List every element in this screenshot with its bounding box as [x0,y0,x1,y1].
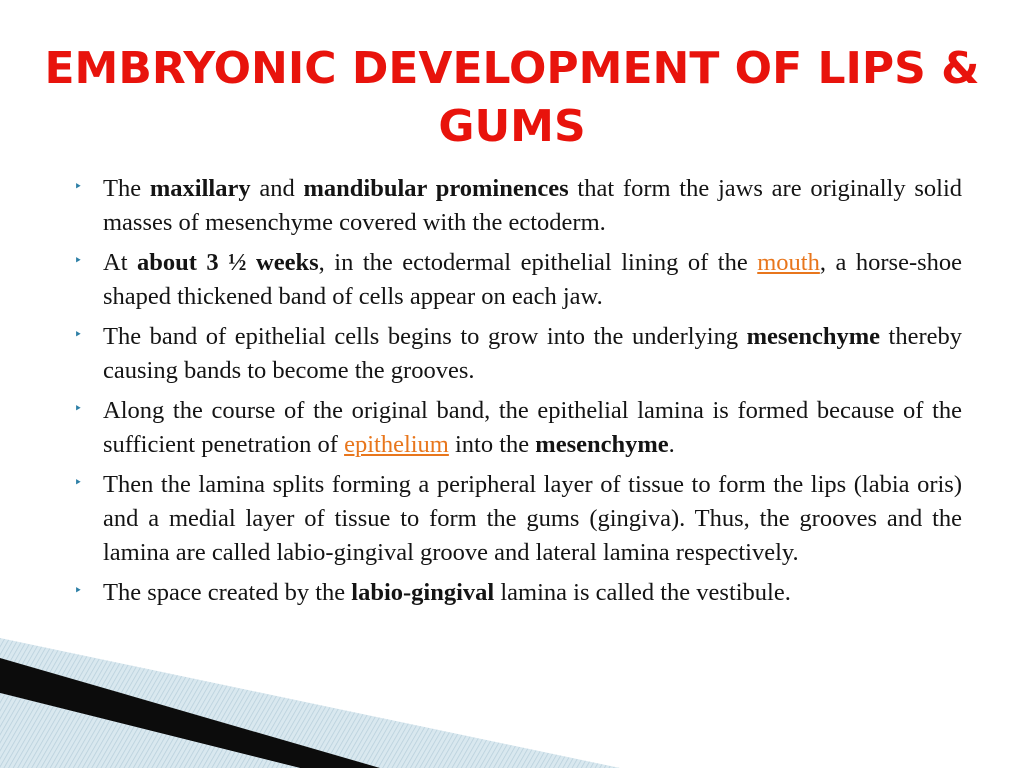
bullet-text [103,172,962,240]
bullet-item [70,394,962,462]
text-segment: , in the ectodermal epithelial lining of the [318,249,758,276]
text-segment: into the [448,431,536,458]
bullet-arrow-icon: ‣ [74,401,83,417]
bullet-text [103,468,962,570]
text-segment: and [250,175,304,202]
bold-term: mesenchyme [746,323,880,350]
text-segment: lamina is called the vestibule. [494,579,791,606]
bullet-text [103,246,962,314]
hyperlink[interactable]: mouth [757,249,820,276]
bullet-arrow-icon: ‣ [74,583,83,599]
text-segment: . [668,431,675,458]
hyperlink[interactable]: epithelium [344,431,449,458]
bold-term: mandibular prominences [303,175,569,202]
bullet-arrow-icon: ‣ [74,179,83,195]
bullet-item [70,246,962,314]
bullet-arrow-icon: ‣ [74,253,83,269]
bullet-text [103,394,962,462]
text-segment: Then the lamina splits forming a peripheral layer of tissue to form the lips (labia oris) and a medial layer of tissue to form the gums (gingiva). Thus, the grooves and the lamina are called labio-gingival groove and lateral lamina respectively. [103,471,962,566]
bullet-item [70,320,962,388]
bullet-text [103,576,962,610]
bullet-arrow-icon: ‣ [74,475,83,491]
bullet-arrow-icon: ‣ [74,327,83,343]
bullet-text [103,320,962,388]
text-segment: At [103,249,137,276]
bullet-list [70,172,962,616]
bold-term: maxillary [149,175,251,202]
bullet-item [70,576,962,610]
text-segment: The band of epithelial cells begins to grow into the underlying [103,323,747,350]
bold-term: labio-gingival [351,579,495,606]
text-segment: , a horse-shoe shaped thickened band of cells appear on each jaw. [103,249,963,310]
bold-term: about 3 ½ weeks [137,249,319,276]
bold-term: mesenchyme [535,431,669,458]
corner-swoosh-decoration [0,638,620,768]
bullet-item [70,468,962,570]
text-segment: thereby causing bands to become the grooves. [103,323,962,384]
text-segment: The [103,175,150,202]
text-segment: Along the course of the original band, the epithelial lamina is formed because of the sufficient penetration of [103,397,962,458]
text-segment: The space created by the [103,579,352,606]
slide-title: EMBRYONIC DEVELOPMENT OF LIPS & GUMS [44,43,980,152]
bullet-item [70,172,962,240]
text-segment: that form the jaws are originally solid masses of mesenchyme covered with the ectoderm. [103,175,962,236]
